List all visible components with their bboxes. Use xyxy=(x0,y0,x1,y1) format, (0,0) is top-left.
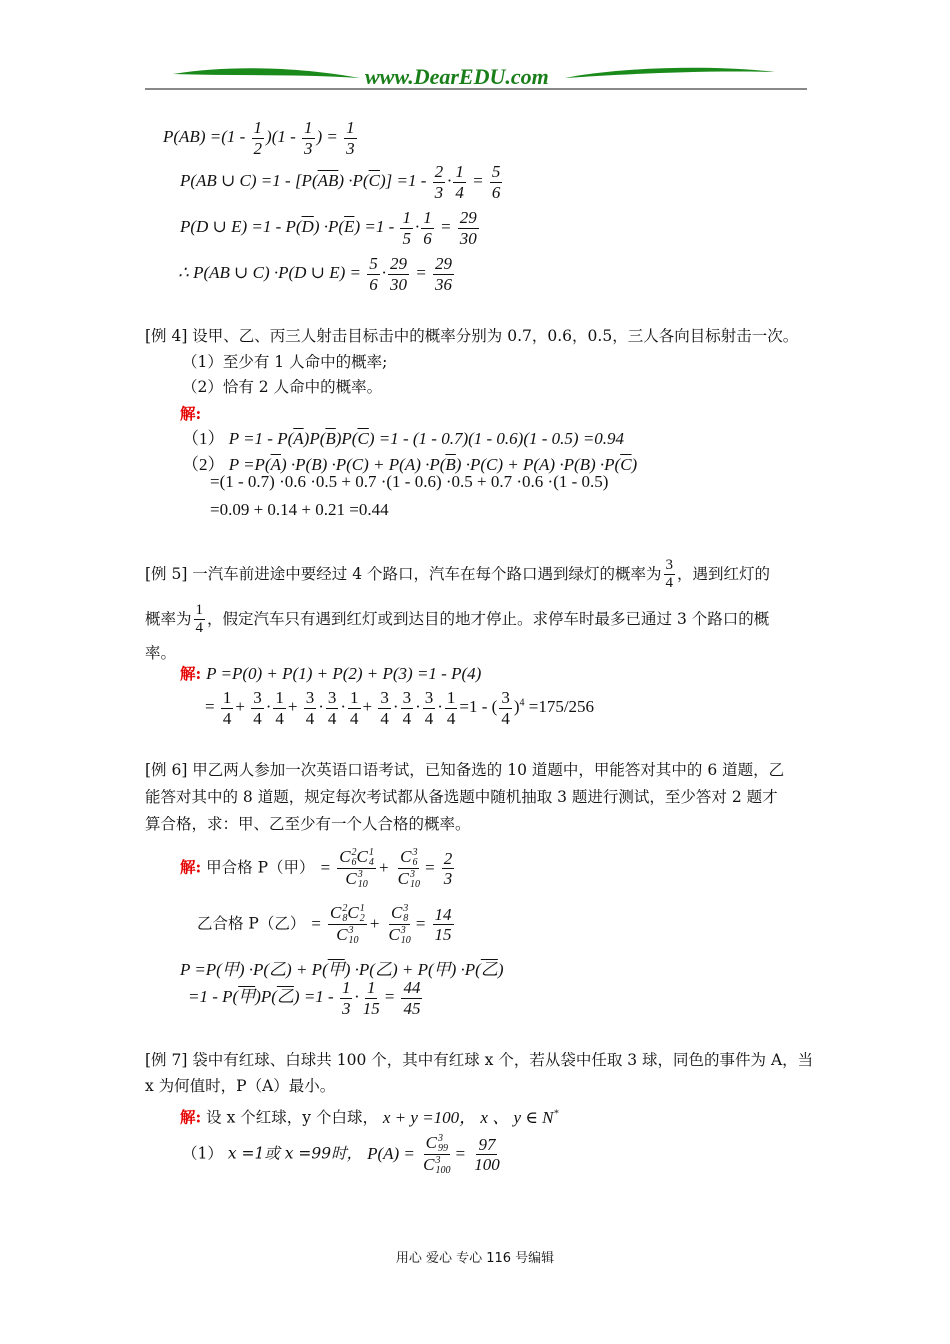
ex4-p2-line2: =(1 - 0.7) ·0.6 ·0.5 + 0.7 ·(1 - 0.6) ·0.5 + 0.7 ·0.6 ·(1 - 0.5) xyxy=(210,472,609,491)
eq-pd-union-e: P(D ∪ $E) =1 - P(\overline{D}) \cdot P(\overline{E}) =1$ - $\frac{1}{5}$ · $\frac{1}{6}$ = $\frac{29}{30}$ xyxy=(180,208,477,248)
ex5-stem-e: 率。 xyxy=(145,644,177,662)
ex6-yi: 乙合格 P（乙） = C 2 8 C 1 2 C 3 10 + C 3 8 C 3 10 = $\frac{14}{15}$ xyxy=(197,903,452,947)
ex6-line3: 算合格，求：甲、乙至少有一个人合格的概率。 xyxy=(145,815,471,833)
eq-pab: P(AB) =(1 - $\frac{1}{2}$ )(1 - $\frac{1}{3}$ ) = $\frac{1}{3}$ xyxy=(163,118,355,158)
ex7-solution-label: 解: xyxy=(180,1107,202,1127)
ex5-stem-line2: 概率为 $\frac{1}{4}$ ，假定汽车只有遇到红灯或到达目的地才停止。求停车时最多已通过 3 个路口的概 xyxy=(145,602,770,637)
ex5-stem-a: [例 5] 一汽车前进途中要经过 4 个路口，汽车在每个路口遇到绿灯的概率为 xyxy=(145,564,662,583)
ex6-yi-label: 乙合格 P（乙） xyxy=(197,914,306,933)
ex5-result: =175/256 xyxy=(528,696,595,716)
eq-pab-union-c: P(AB ∪ $C) =1 - [P(\overline{AB}) \cdot P(\overline{C})] =1$ - $\frac{2}{3}$ · $\frac{1}{4}$ = $\frac{5}{6}$ xyxy=(180,162,501,202)
ex4-stem: [例 4] 设甲、乙、丙三人射击目标击中的概率分别为 0.7，0.6，0.5，三人各向目标射击一次。 xyxy=(145,327,799,345)
page-footer: 用心 爱心 专心 116 号编辑 xyxy=(395,1251,555,1266)
ex7-solution: 解: 设 x 个红球，y 个白球， x + y =100， x 、 y ∈ N* xyxy=(180,1107,559,1127)
ex6-p-result: =1 - P(甲)P(乙) =1 - $\frac{1}{3}$ · $\frac{1}{15}$ = $\frac{44}{45}$ xyxy=(188,978,421,1018)
ex4-p1: （1） $P =1 - P(\overline{A})P(\overline{B})P(\overline{C}) =1 - (1 - 0.7)(1 - 0.6)(1 - 0.5) =0.94$ xyxy=(182,429,625,448)
ex6-solution-label: 解: xyxy=(180,857,202,877)
ex6-line1: [例 6] 甲乙两人参加一次英语口语考试，已知备选的 10 道题中，甲能答对其中的 6 道题，乙 xyxy=(145,761,785,779)
ex4-p2-line3: =0.09 + 0.14 + 0.21 =0.44 xyxy=(210,500,389,519)
ex5-stem-c: 概率为 xyxy=(145,609,192,628)
ex6-jia-label: 甲合格 P（甲） xyxy=(206,858,315,877)
ex7-line2: x 为何值时，P（A）最小。 xyxy=(145,1077,336,1095)
ex7-solution-text: 设 x 个红球，y 个白球， xyxy=(206,1108,378,1127)
ex4-p2: （2） $P =P(\overline{A}) \cdot P(B) \cdot P(C) + P(A) \cdot P(\overline{B}) \cdot P(C) + P(A) \cdot P(B) \cdot P(\overline{C})$ xyxy=(182,455,638,474)
eq-therefore: ∴ P(AB ∪ C) ·P(D ∪ E) = $\frac{5}{6}$ · $\frac{29}{30}$ = $\frac{29}{36}$ xyxy=(178,254,452,294)
ex5-solution xyxy=(180,660,481,688)
ex6-line2: 能答对其中的 8 道题，规定每次考试都从备选题中随机抽取 3 题进行测试，至少答对 2 题才 xyxy=(145,788,778,806)
ex5-solution-label: 解: xyxy=(180,664,202,683)
ex7-case1: （1） x =1或 x =99时， P(A) = C 3 99 C 3 100 = $\frac{97}{100}$ xyxy=(182,1133,500,1177)
ex4-solution-label: 解: xyxy=(180,404,202,423)
ex5-eq1: P =P(0) + P(1) + P(2) + P(3) =1 - P(4) xyxy=(206,664,482,683)
site-logo-text: www.DearEDU.com xyxy=(365,64,549,89)
ex5-stem-b: ，遇到红灯的 xyxy=(677,564,771,583)
ex5-stem-d: ，假定汽车只有遇到红灯或到达目的地才停止。求停车时最多已通过 3 个路口的概 xyxy=(207,609,770,628)
ex6-p-eq: P =P(甲) ·P(乙) + P(甲) ·P(乙) + P(甲) ·P(乙) xyxy=(180,960,504,979)
header-banner xyxy=(145,62,807,92)
ex4-p2-label: （2） xyxy=(182,455,225,474)
ex5-eq2: = $\frac{1}{4}$ + $\frac{3}{4}$ · $\frac{1}{4}$ + $\frac{3}{4}$ · $\frac{3}{4}$ · $\frac{1}{4}$ + $\frac{3}{4}$ · $\frac{3}{4}$ · $\frac{3}{4}$ · $\frac{1}{4}$ =1 - ( $\frac{3}{4}$ )$^4$ =175/256 xyxy=(205,688,595,728)
ex4-p1-label: （1） xyxy=(182,429,225,448)
ex7-case1-label: （1） xyxy=(182,1144,223,1163)
ex4-q2: （2）恰有 2 人命中的概率。 xyxy=(182,378,383,396)
ex7-line1: [例 7] 袋中有红球、白球共 100 个，其中有红球 x 个，若从袋中任取 3 球，同色的事件为 A，当 xyxy=(145,1051,814,1069)
ex6-jia: 解: 甲合格 P（甲） = C 2 6 C 1 4 C 3 10 + C 3 6 C 3 10 = $\frac{2}{3}$ xyxy=(180,847,453,891)
ex4-q1: （1）至少有 1 人命中的概率; xyxy=(182,353,388,371)
ex7-case1-text: x =1或 x =99时， xyxy=(227,1144,363,1163)
ex5-stem-line1: [例 5] 一汽车前进途中要经过 4 个路口，汽车在每个路口遇到绿灯的概率为 $\frac{3}{4}$ ，遇到红灯的 xyxy=(145,557,771,592)
